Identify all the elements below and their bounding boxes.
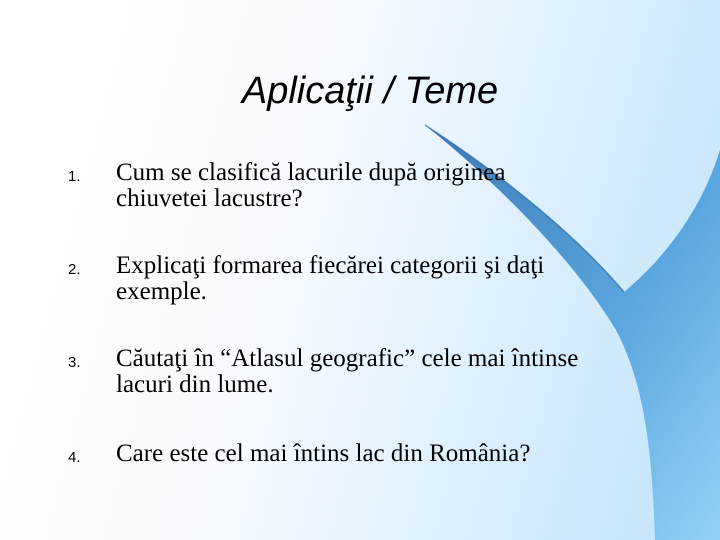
item-number: 2. [68,261,81,278]
item-number: 4. [68,449,81,466]
item-text [116,160,656,212]
item-text [116,253,656,305]
item-line: lacuri din lume. [116,371,274,398]
item-line: chiuvetei lacustre? [116,185,303,212]
item-line: Explicaţi formarea fiecărei categorii şi daţi [116,252,545,279]
item-number: 1. [68,168,81,185]
item-line: Căutaţi în “Atlasul geografic” cele mai întinse [116,345,579,372]
item-line: Care este cel mai întins lac din România? [116,440,531,467]
item-text [116,441,656,467]
item-text [116,346,656,398]
item-number: 3. [68,354,81,371]
slide-title: Aplicaţii / Teme [241,70,499,112]
item-line: exemple. [116,278,207,305]
item-line: Cum se clasifică lacurile după originea [116,159,506,186]
